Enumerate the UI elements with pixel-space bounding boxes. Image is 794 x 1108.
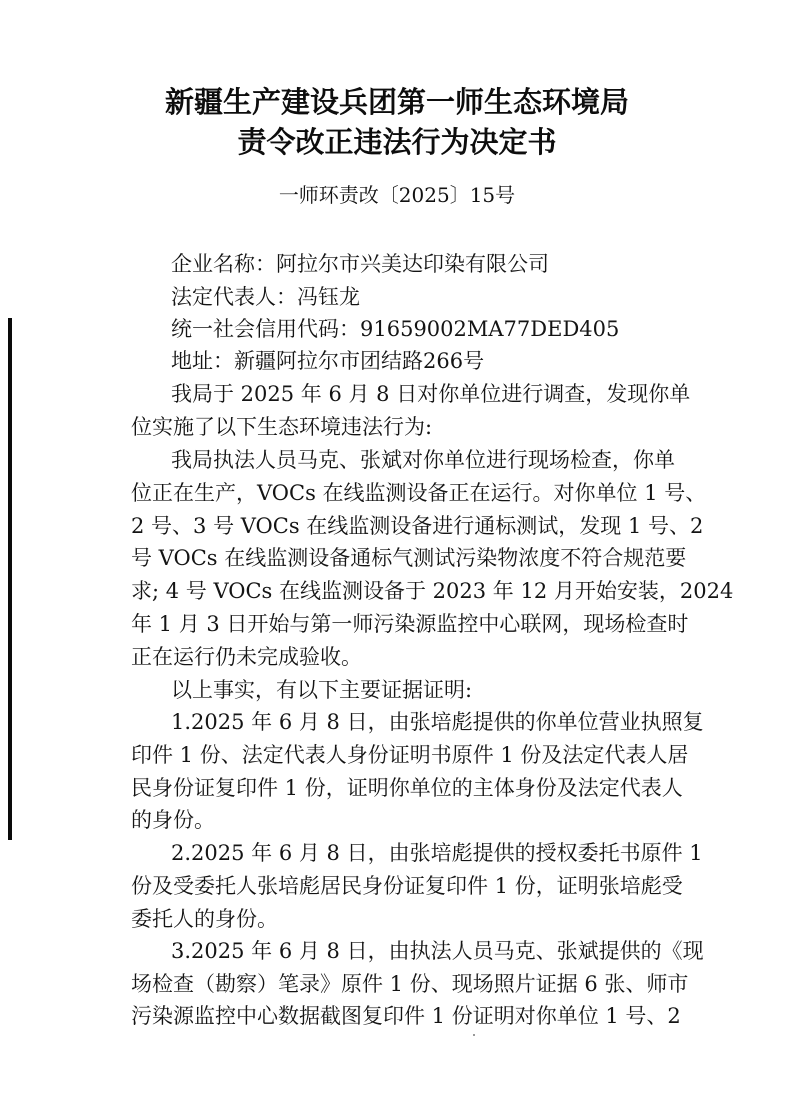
- body-line: 2.2025 年 6 月 8 日，由张培彪提供的授权委托书原件 1: [171, 841, 703, 865]
- body-line: 2 号、3 号 VOCs 在线监测设备进行通标测试，发现 1 号、2: [131, 514, 704, 538]
- body-line: 3.2025 年 6 月 8 日，由执法人员马克、张斌提供的《现: [171, 939, 704, 963]
- field-label: 地址：: [171, 349, 234, 373]
- scan-artifact: [473, 1034, 475, 1036]
- field-value: 冯钰龙: [297, 285, 360, 309]
- document-title-issuer: 新疆生产建设兵团第一师生态环境局: [164, 85, 629, 119]
- body-line: 污染源监控中心数据截图复印件 1 份证明对你单位 1 号、2: [131, 1004, 681, 1028]
- scan-edge-line: [8, 318, 12, 840]
- body-line: 位正在生产，VOCs 在线监测设备正在运行。对你单位 1 号、: [131, 481, 707, 505]
- body-line: 我局于 2025 年 6 月 8 日对你单位进行调查，发现你单: [171, 382, 691, 406]
- body-line: 民身份证复印件 1 份，证明你单位的主体身份及法定代表人: [131, 776, 683, 800]
- body-line: 的身份。: [131, 808, 215, 832]
- document-number: 一师环责改〔2025〕15号: [278, 183, 516, 207]
- field-address: [171, 345, 667, 377]
- body-line: 我局执法人员马克、张斌对你单位进行现场检查，你单: [171, 448, 675, 472]
- field-value: 阿拉尔市兴美达印染有限公司: [276, 252, 549, 276]
- body-line: 委托人的身份。: [131, 907, 278, 931]
- field-legal-representative: [171, 281, 667, 313]
- field-label: 统一社会信用代码：: [171, 317, 360, 341]
- body-line: 场检查（勘察）笔录》原件 1 份、现场照片证据 6 张、师市: [131, 972, 689, 996]
- field-value: 91659002MA77DED405: [360, 317, 620, 341]
- field-company-name: [171, 248, 667, 280]
- field-credit-code: [171, 313, 667, 345]
- body-line: 份及受委托人张培彪居民身份证复印件 1 份，证明张培彪受: [131, 874, 683, 898]
- body-line: 位实施了以下生态环境违法行为:: [131, 415, 433, 439]
- field-value: 新疆阿拉尔市团结路266号: [234, 349, 485, 373]
- field-label: 法定代表人：: [171, 285, 297, 309]
- body-line: 以上事实，有以下主要证据证明:: [171, 678, 473, 702]
- body-line: 年 1 月 3 日开始与第一师污染源监控中心联网，现场检查时: [131, 612, 689, 636]
- body-line: 求; 4 号 VOCs 在线监测设备于 2023 年 12 月开始安装，2024: [131, 579, 734, 603]
- body-line: 正在运行仍未完成验收。: [131, 645, 362, 669]
- body-line: 印件 1 份、法定代表人身份证明书原件 1 份及法定代表人居: [131, 743, 689, 767]
- body-line: 1.2025 年 6 月 8 日，由张培彪提供的你单位营业执照复: [171, 710, 704, 734]
- document-title-type: 责令改正违法行为决定书: [237, 125, 557, 159]
- body-line: 号 VOCs 在线监测设备通标气测试污染物浓度不符合规范要: [131, 546, 687, 570]
- field-label: 企业名称：: [171, 252, 276, 276]
